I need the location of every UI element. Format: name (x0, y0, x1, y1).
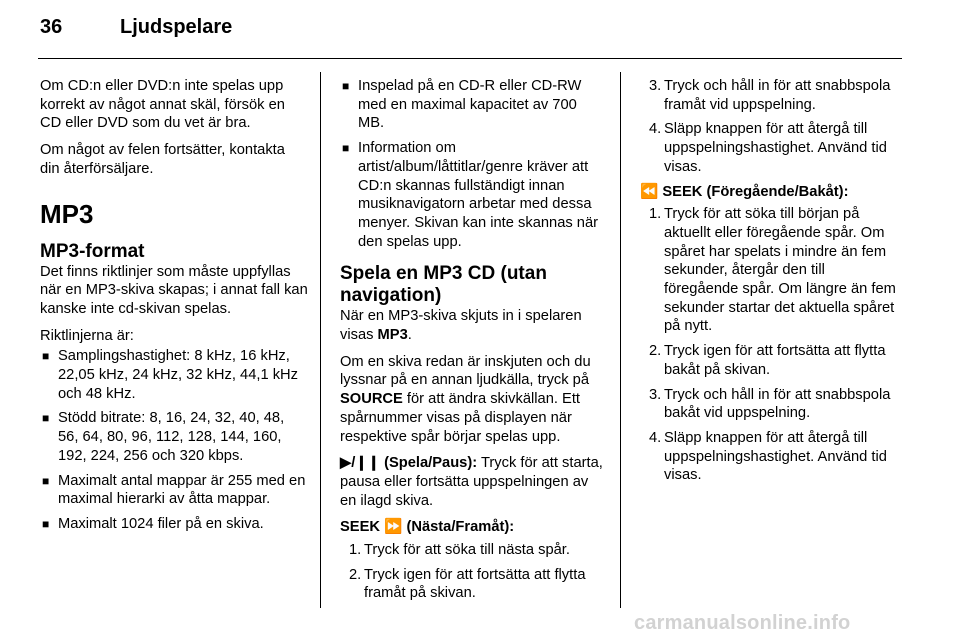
column-1 (40, 77, 308, 540)
paragraph-cd-fail: Om CD:n eller DVD:n inte spelas upp korrekt av något annat skäl, försök en CD eller DVD som du vet är bra. (40, 78, 285, 132)
bullet-icon: ■ (342, 141, 350, 156)
list-item: 4. Släpp knappen för att återgå till uppspelningshastighet. Använd tid visas. (649, 429, 887, 484)
bullet-icon: ■ (42, 349, 50, 364)
guidelines-list-continued (340, 77, 604, 251)
rewind-icon: ⏪ (640, 183, 659, 200)
seek-prev-heading: ⏪ SEEK (Föregående/Bakåt): (640, 183, 849, 200)
column-2 (340, 77, 604, 609)
seek-next-steps (340, 541, 604, 603)
paragraph-guidelines-are: Riktlinjerna är: (40, 327, 134, 344)
source-button-label: SOURCE (340, 391, 403, 408)
paragraph-contact-dealer: Om något av felen fortsätter, kontakta din återförsäljare. (40, 142, 285, 177)
bullet-icon: ■ (342, 79, 350, 93)
heading-mp3-format: MP3-format (40, 240, 145, 262)
list-item: 3. Tryck och håll in för att snabbspola framåt vid uppspelning. (649, 78, 891, 113)
paragraph-source: Om en skiva redan är inskjuten och du lyssnar på en annan ljudkälla, tryck på SOURCE för att ändra skivkällan. Ett spårnummer visas på displayen när respektive spår börjar spelas upp. (340, 353, 591, 445)
seek-next-steps-continued (640, 77, 902, 177)
page-title: Ljudspelare (120, 16, 233, 38)
heading-play-mp3: Spela en MP3 CD (utan navigation) (340, 263, 547, 307)
page-header (40, 16, 920, 46)
paragraph-play-pause: ▶/❙❙ (Spela/Paus): Tryck för att starta, pausa eller fortsätta uppspelningen av en ilagd skiva. (340, 455, 603, 509)
bullet-icon: ■ (42, 516, 50, 531)
list-item: ■ Maximalt antal mappar är 255 med en maximal hierarki av åtta mappar. (42, 472, 306, 508)
play-pause-icon: ▶/❙❙ (340, 455, 380, 472)
list-item: 2. Tryck igen för att fortsätta att flytta bakåt på skivan. (649, 343, 886, 378)
list-item: ■ Samplingshastighet: 8 kHz, 16 kHz, 22,05 kHz, 24 kHz, 32 kHz, 44,1 kHz och 48 kHz. (42, 348, 298, 402)
column-divider-2 (620, 72, 621, 608)
list-item: ■ Maximalt 1024 filer på en skiva. (42, 515, 264, 532)
list-item: 1. Tryck för att söka till nästa spår. (349, 542, 570, 559)
column-divider-1 (320, 72, 321, 608)
paragraph-guidelines: Det finns riktlinjer som måste uppfyllas när en MP3-skiva skapas; i annat fall kan kanske inte cd-skivan spelas. (40, 263, 308, 317)
fast-forward-icon: ⏩ (384, 519, 403, 536)
list-item: 1. Tryck för att söka till början på aktuellt eller föregående spår. Om spåret har spelats i mindre än fem sekunder, återgår den till föregående spår. Om längre än fem sekunder startar det aktuella spåret på nytt. (649, 206, 896, 335)
list-item: 2. Tryck igen för att fortsätta att flytta framåt på skivan. (349, 566, 586, 602)
heading-mp3: MP3 (40, 198, 94, 229)
list-item: 4. Släpp knappen för att återgå till uppspelningshastighet. Använd tid visas. (649, 121, 887, 175)
guidelines-list (40, 347, 308, 533)
seek-prev-steps (640, 205, 902, 485)
bullet-icon: ■ (42, 411, 50, 426)
page-number: 36 (40, 16, 63, 38)
seek-next-heading: SEEK ⏩ (Nästa/Framåt): (340, 519, 515, 536)
header-rule (38, 58, 902, 59)
list-item: 3. Tryck och håll in för att snabbspola bakåt vid uppspelning. (649, 386, 891, 422)
column-3 (640, 77, 902, 491)
watermark: carmanualsonline.info (634, 612, 851, 634)
list-item: ■ Inspelad på en CD-R eller CD-RW med en maximal kapacitet av 700 MB. (342, 78, 582, 132)
paragraph-insert-disc: När en MP3-skiva skjuts in i spelaren visas MP3. (340, 308, 582, 344)
list-item: ■ Stödd bitrate: 8, 16, 24, 32, 40, 48, 56, 64, 80, 96, 112, 128, 144, 160, 192, 224, 256 och 320 kbps. (42, 410, 285, 464)
bullet-icon: ■ (42, 473, 50, 488)
list-item: ■ Information om artist/album/låttitlar/genre kräver att CD:n skannas fullständigt innan musiknavigatorn arbetar med dessa menyer. Skivan kan inte skannas när den spelas upp. (342, 140, 599, 250)
